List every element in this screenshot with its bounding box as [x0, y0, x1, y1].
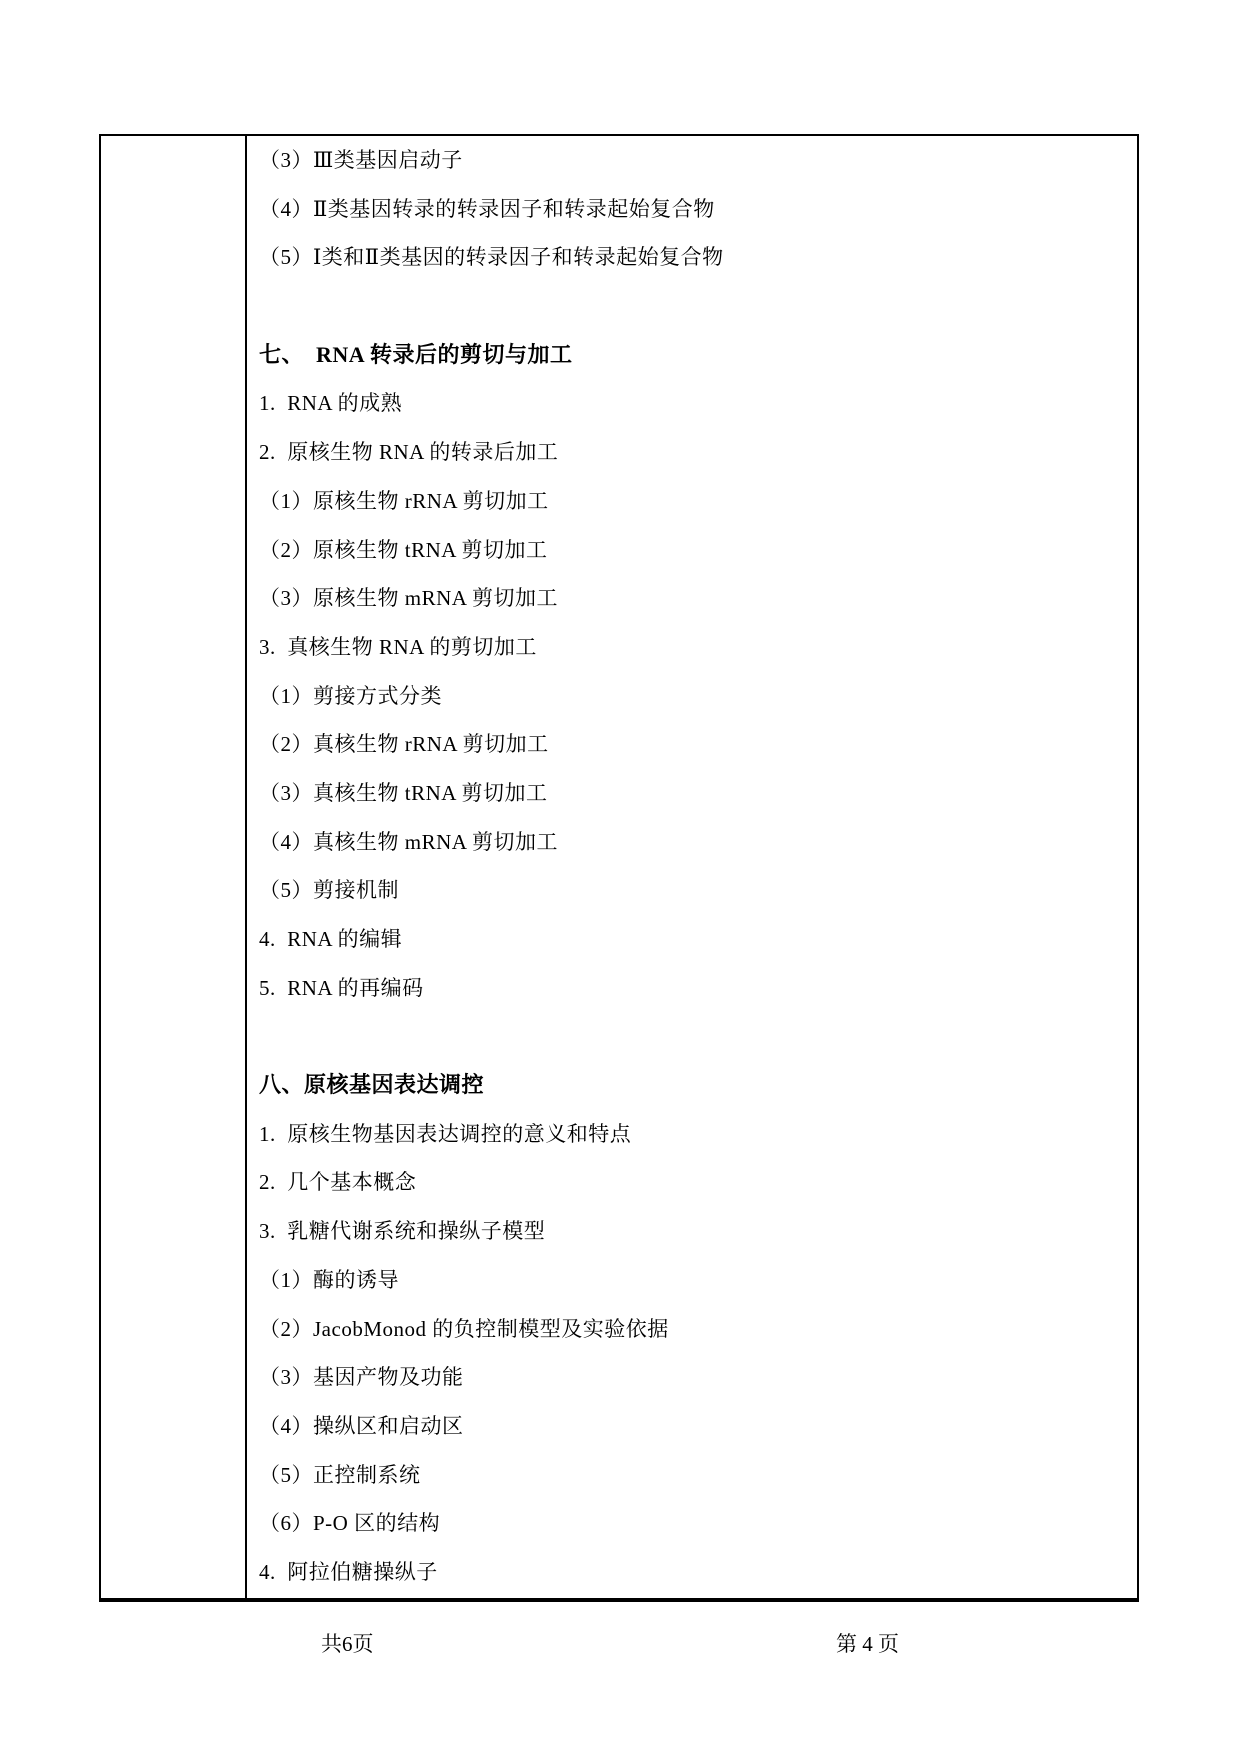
footer-total-pages: 共6页	[321, 1632, 374, 1656]
syllabus-table	[99, 134, 1139, 1602]
outline-line: 4. RNA 的编辑	[259, 927, 403, 951]
outline-line: （3）原核生物 mRNA 剪切加工	[259, 586, 559, 611]
outline-line: 2. 几个基本概念	[259, 1170, 417, 1195]
outline-line: （2）JacobMonod 的负控制模型及实验依据	[259, 1316, 669, 1341]
content-rows	[259, 136, 1125, 1597]
outline-line: （5）Ⅰ类和Ⅱ类基因的转录因子和转录起始复合物	[259, 245, 724, 270]
outline-line: 3. 乳糖代谢系统和操纵子模型	[259, 1219, 546, 1244]
outline-line: （3）真核生物 tRNA 剪切加工	[259, 780, 548, 805]
outline-line: 1. 原核生物基因表达调控的意义和特点	[259, 1121, 632, 1146]
outline-line: （5）剪接机制	[259, 878, 399, 903]
outline-line: （4）Ⅱ类基因转录的转录因子和转录起始复合物	[259, 196, 715, 221]
outline-line: （5）正控制系统	[259, 1462, 421, 1487]
outline-line: （6）P-O 区的结构	[259, 1511, 441, 1536]
section-heading: 八、原核基因表达调控	[259, 1072, 485, 1098]
outline-line: （1）酶的诱导	[259, 1267, 399, 1292]
footer-current-page: 第 4 页	[836, 1632, 899, 1656]
outline-line: （1）原核生物 rRNA 剪切加工	[259, 488, 549, 513]
table-left-column	[101, 136, 247, 1598]
outline-line: 5. RNA 的再编码	[259, 975, 424, 1000]
outline-line: 1. RNA 的成熟	[259, 391, 403, 416]
outline-line: 4. 阿拉伯糖操纵子	[259, 1559, 438, 1584]
outline-line: （2）原核生物 tRNA 剪切加工	[259, 537, 548, 562]
page-footer	[0, 1630, 1240, 1658]
outline-line: （2）真核生物 rRNA 剪切加工	[259, 732, 549, 757]
outline-line: （4）操纵区和启动区	[259, 1413, 464, 1438]
outline-line: 3. 真核生物 RNA 的剪切加工	[259, 634, 537, 659]
blank-line	[259, 1012, 1125, 1061]
table-content-cell	[247, 136, 1137, 1598]
outline-line: （3）基因产物及功能	[259, 1365, 464, 1390]
outline-line: 2. 原核生物 RNA 的转录后加工	[259, 440, 559, 465]
outline-line: （3）Ⅲ类基因启动子	[259, 148, 463, 172]
section-heading: 七、 RNA 转录后的剪切与加工	[259, 341, 573, 367]
outline-line: （1）剪接方式分类	[259, 683, 442, 708]
outline-line: （4）真核生物 mRNA 剪切加工	[259, 829, 559, 854]
blank-line	[259, 282, 1125, 331]
